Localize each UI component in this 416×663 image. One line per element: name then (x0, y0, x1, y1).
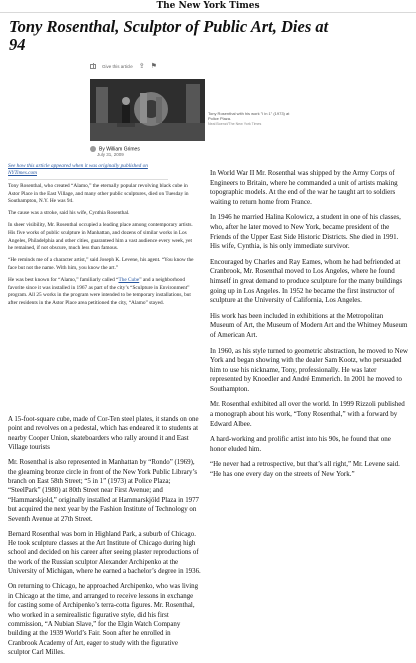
article-body-small (8, 183, 196, 312)
article-headline: Tony Rosenthal, Sculptor of Public Art, Dies at 94 (9, 17, 329, 54)
gift-article-button[interactable]: Give this article (102, 63, 133, 69)
archive-note (8, 163, 178, 177)
share-toolbar (90, 61, 157, 71)
photo-caption: Tony Rosenthal with his work "I in 1" (1973) at Police Plaza. (208, 111, 290, 121)
the-cube-link[interactable]: The Cube (118, 276, 140, 283)
share-icon[interactable]: ⇪ (138, 62, 145, 70)
body-paragraph: A hard-working and prolific artist into his 90s, he found that one honor eluded him. (210, 435, 391, 453)
paragraph-text: He was best known for “Alamo,” familiarly called “ (8, 276, 119, 283)
body-paragraph: His work has been included in exhibitions at the Metropolitan Museum of Art, the Museum of Modern Art and the Whitney Museum of American Art. (210, 311, 408, 339)
article-photo (90, 79, 205, 141)
body-paragraph: The cause was a stroke, said his wife, Cynthia Rosenthal. (8, 210, 130, 217)
bookmark-icon[interactable]: ⚑ (150, 62, 157, 70)
body-paragraph (8, 277, 196, 307)
publication-date: July 31, 2009 (97, 152, 124, 157)
body-paragraph: Mr. Rosenthal exhibited all over the world. In 1999 Rizzoli published a monograph about his work, “Tony Rosenthal,” with a forward by Edward Albee. (210, 400, 405, 428)
article-body-right (210, 169, 408, 486)
masthead-divider (0, 12, 416, 13)
gift-icon[interactable] (90, 64, 96, 69)
archive-divider (8, 179, 168, 180)
archive-site-link[interactable]: NYTimes.com (8, 170, 37, 176)
body-paragraph: Bernard Rosenthal was born in Highland Park, a suburb of Chicago. He took sculpture classes at the Art Institute of Chicago during high school and decided on his career after seeing plaster reproductions of the work of the Russian sculptor Alexander Archipenko at the University of Michigan, where he earned a bachelor’s degree in 1936. (8, 530, 201, 576)
masthead-logo[interactable]: The New York Times (156, 1, 260, 11)
archive-link[interactable]: See how this article appeared when it was originally published on (8, 163, 148, 169)
sculpture-photo-illustration (90, 79, 205, 141)
body-paragraph: Mr. Rosenthal is also represented in Manhattan by “Rondo” (1969), the gleaming bronze circle in front of the New York Public Library’s branch on East 58th Street; “5 in 1” (1973) at Police Plaza; “SteelPark” (1980) at 80th Street near First Avenue; and “Hammarskjold,” originally installed at Hammarskjöld Plaza in 1977 but acquired the next year by the Fashion Institute of Technology on Seventh Avenue at 27th Street. (8, 459, 199, 523)
body-paragraph: In 1960, as his style turned to geometric abstraction, he moved to New York and began showing with the dealer Sam Kootz, who persuaded him to use his nickname, Tony, professionally. He was later represented by Knoedler and André Emmerich. In 2001 he moved to Southampton. (210, 346, 408, 393)
body-paragraph: Encouraged by Charles and Ray Eames, whom he had befriended at Cranbrook, Mr. Rosenthal moved to Los Angeles, where he found himself in great demand to produce sculpture for the many buildings going up in Los Angeles. In 1952 he became the first instructor of sculpture at the University of California, Los Angeles. (210, 257, 403, 305)
body-paragraph: A 15-foot-square cube, made of Cor-Ten steel plates, it stands on one point and revolves on a pedestal, which has endeared it to students at nearby Cooper Union, skateboarders who rally around it and East Village tourists (8, 416, 199, 452)
body-paragraph: “He never had a retrospective, but that’s all right,” Mr. Levene said. “He has one every day on the streets of New York.” (210, 460, 400, 479)
body-paragraph: “He reminds me of a character artist,” said Joseph K. Levene, his agent. “You know the face but not the name. With him, you know the art.” (8, 257, 194, 271)
body-paragraph: In sheer visibility, Mr. Rosenthal occupied a leading place among contemporary artists. His five works of public sculpture in Manhattan, and dozens of similar works in Los Angeles, Philadelphia and other cities, guaranteed him a vast audience every week, yet he remained, if not obscure, much less than famous. (8, 222, 193, 252)
body-paragraph: In World War II Mr. Rosenthal was shipped by the Army Corps of Engineers to Britain, where he commanded a unit of artists making topographic models. At the end of the war he taught art to soldiers waiting to return home from France. (210, 169, 398, 206)
article-body-main (8, 415, 201, 663)
body-paragraph: On returning to Chicago, he approached Archipenko, who was living in Chicago at the time, and arranged to receive lessons in exchange for casting some of Archipenko’s terra-cotta figures. Mr. Rosenthal, who worked in a semirealistic figurative style, did his first commission, “A Nubian Slave,” for the Elgin Watch Company building at the 1939 World’s Fair. Soon after he enrolled in Cranbrook Academy of Art, eager to study with the figurative sculptor Carl Milles. (8, 583, 199, 657)
photo-credit: Neal Boenzi/The New York Times (208, 122, 262, 126)
paragraph-text: ” and a neighborhood favorite since it was installed in 1967 as part of the city’s “Sculpture in Environment” program. All 25 works in the program were intended to be temporary installations, but after residents in the Astor Place area petitioned the city, “Alamo” stayed. (8, 276, 191, 306)
body-paragraph: In 1946 he married Halina Kolowicz, a student in one of his classes, who, after he later moved to New York, became president of the Friends of the Upper East Side Historic Districts. She died in 1991. His wife, Cynthia, is his only immediate survivor. (210, 213, 401, 251)
author-avatar (90, 146, 96, 152)
byline-text[interactable]: By William Grimes (99, 146, 140, 153)
body-paragraph: Tony Rosenthal, who created “Alamo,” the eternally popular revolving black cube in Astor Place in the East Village, and many other public sculptures, died on Tuesday in Southampton, N.Y. He was 94. (8, 183, 189, 205)
